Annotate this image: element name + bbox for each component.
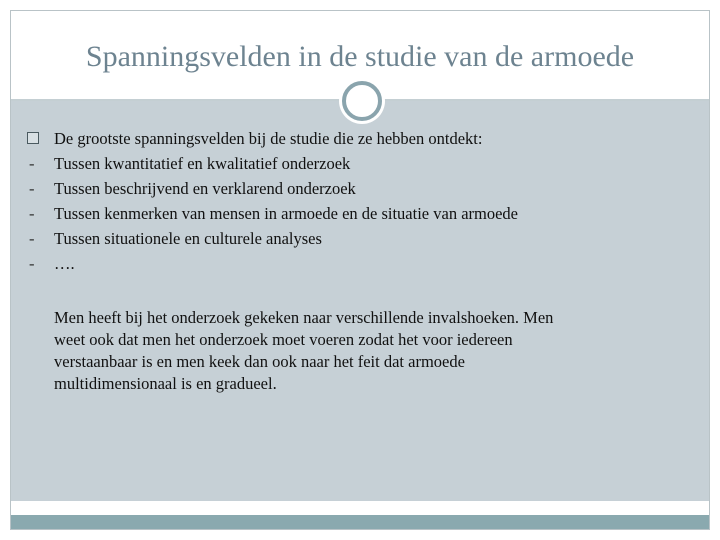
dash-marker: - [29,254,35,273]
dash-marker: - [29,154,35,173]
paragraph-line: multidimensionaal is en gradueel. [54,374,277,393]
list-item-text: Tussen beschrijvend en verklarend onderzoek [54,179,356,198]
list-item-intro [11,127,709,151]
list-item-text: Tussen kenmerken van mensen in armoede en de situatie van armoede [54,204,518,223]
checkbox-bullet-icon [27,132,39,144]
decorative-circle-icon [342,81,382,121]
list-item-text: …. [54,254,75,273]
dash-marker: - [29,179,35,198]
list-item-text: Tussen situationele en culturele analyses [54,229,322,248]
list-item [11,177,709,201]
dash-marker: - [29,229,35,248]
list-item [11,152,709,176]
slide-title: Spanningsvelden in de studie van de armoede [85,40,635,73]
list-item [11,227,709,251]
list-item [11,202,709,226]
list-item-text: Tussen kwantitatief en kwalitatief onderzoek [54,154,351,173]
paragraph-line: verstaanbaar is en men keek dan ook naar het feit dat armoede [54,352,465,371]
body-paragraph [54,307,674,395]
list-item [11,252,709,276]
slide [10,10,710,530]
list-item-text: De grootste spanningsvelden bij de studie die ze hebben ontdekt: [54,129,483,148]
paragraph-line: weet ook dat men het onderzoek moet voeren zodat het voor iedereen [54,330,513,349]
content-area [11,101,709,501]
dash-marker: - [29,204,35,223]
paragraph-line: Men heeft bij het onderzoek gekeken naar verschillende invalshoeken. Men [54,308,554,327]
footer-bar [11,515,709,529]
